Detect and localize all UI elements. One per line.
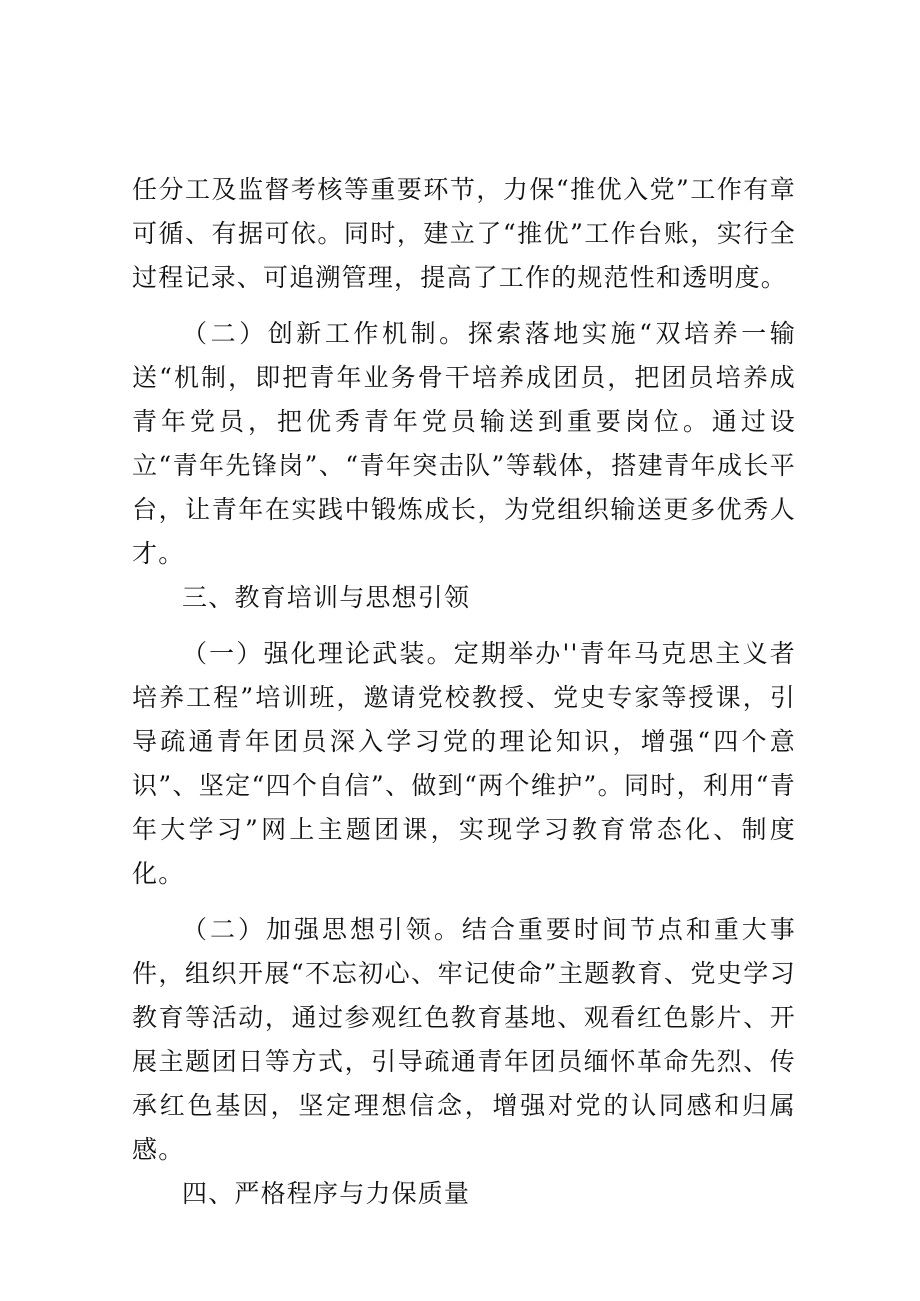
paragraph-ideological-guidance: （二）加强思想引领。结合重要时间节点和重大事件，组织开展“不忘初心、牢记使命”主题教育、党史学习教育等活动，通过参观红色教育基地、观看红色影片、开展主题团日等方式，引导疏通青年团员缅怀革命先烈、传承红色基因，坚定理想信念，增强对党的认同感和归属感。	[132, 915, 796, 1164]
document-body	[132, 168, 796, 1216]
paragraph-continuation: 任分工及监督考核等重要环节，力保“推优入党”工作有章可循、有据可依。同时，建立了“推优”工作台账，实行全过程记录、可追溯管理，提高了工作的规范性和透明度。	[132, 175, 796, 292]
section-heading-procedure: 四、严格程序与力保质量	[182, 1179, 471, 1208]
paragraph-theory-armament: （一）强化理论武装。定期举办''青年马克思主义者培养工程”培训班，邀请党校教授、党史专家等授课，引导疏通青年团员深入学习党的理论知识，增强“四个意识”、坚定“四个自信”、做到“两个维护”。同时，利用“青年大学习”网上主题团课，实现学习教育常态化、制度化。	[132, 639, 796, 888]
paragraph-innovate-mechanism: （二）创新工作机制。探索落地实施“双培养一输送“机制，即把青年业务骨干培养成团员，把团员培养成青年党员，把优秀青年党员输送到重要岗位。通过设立“青年先锋岗”、“青年突击队”等载体，搭建青年成长平台，让青年在实践中锻炼成长，为党组织输送更多优秀人才。	[132, 319, 796, 568]
section-heading-education: 三、教育培训与思想引领	[182, 583, 471, 612]
